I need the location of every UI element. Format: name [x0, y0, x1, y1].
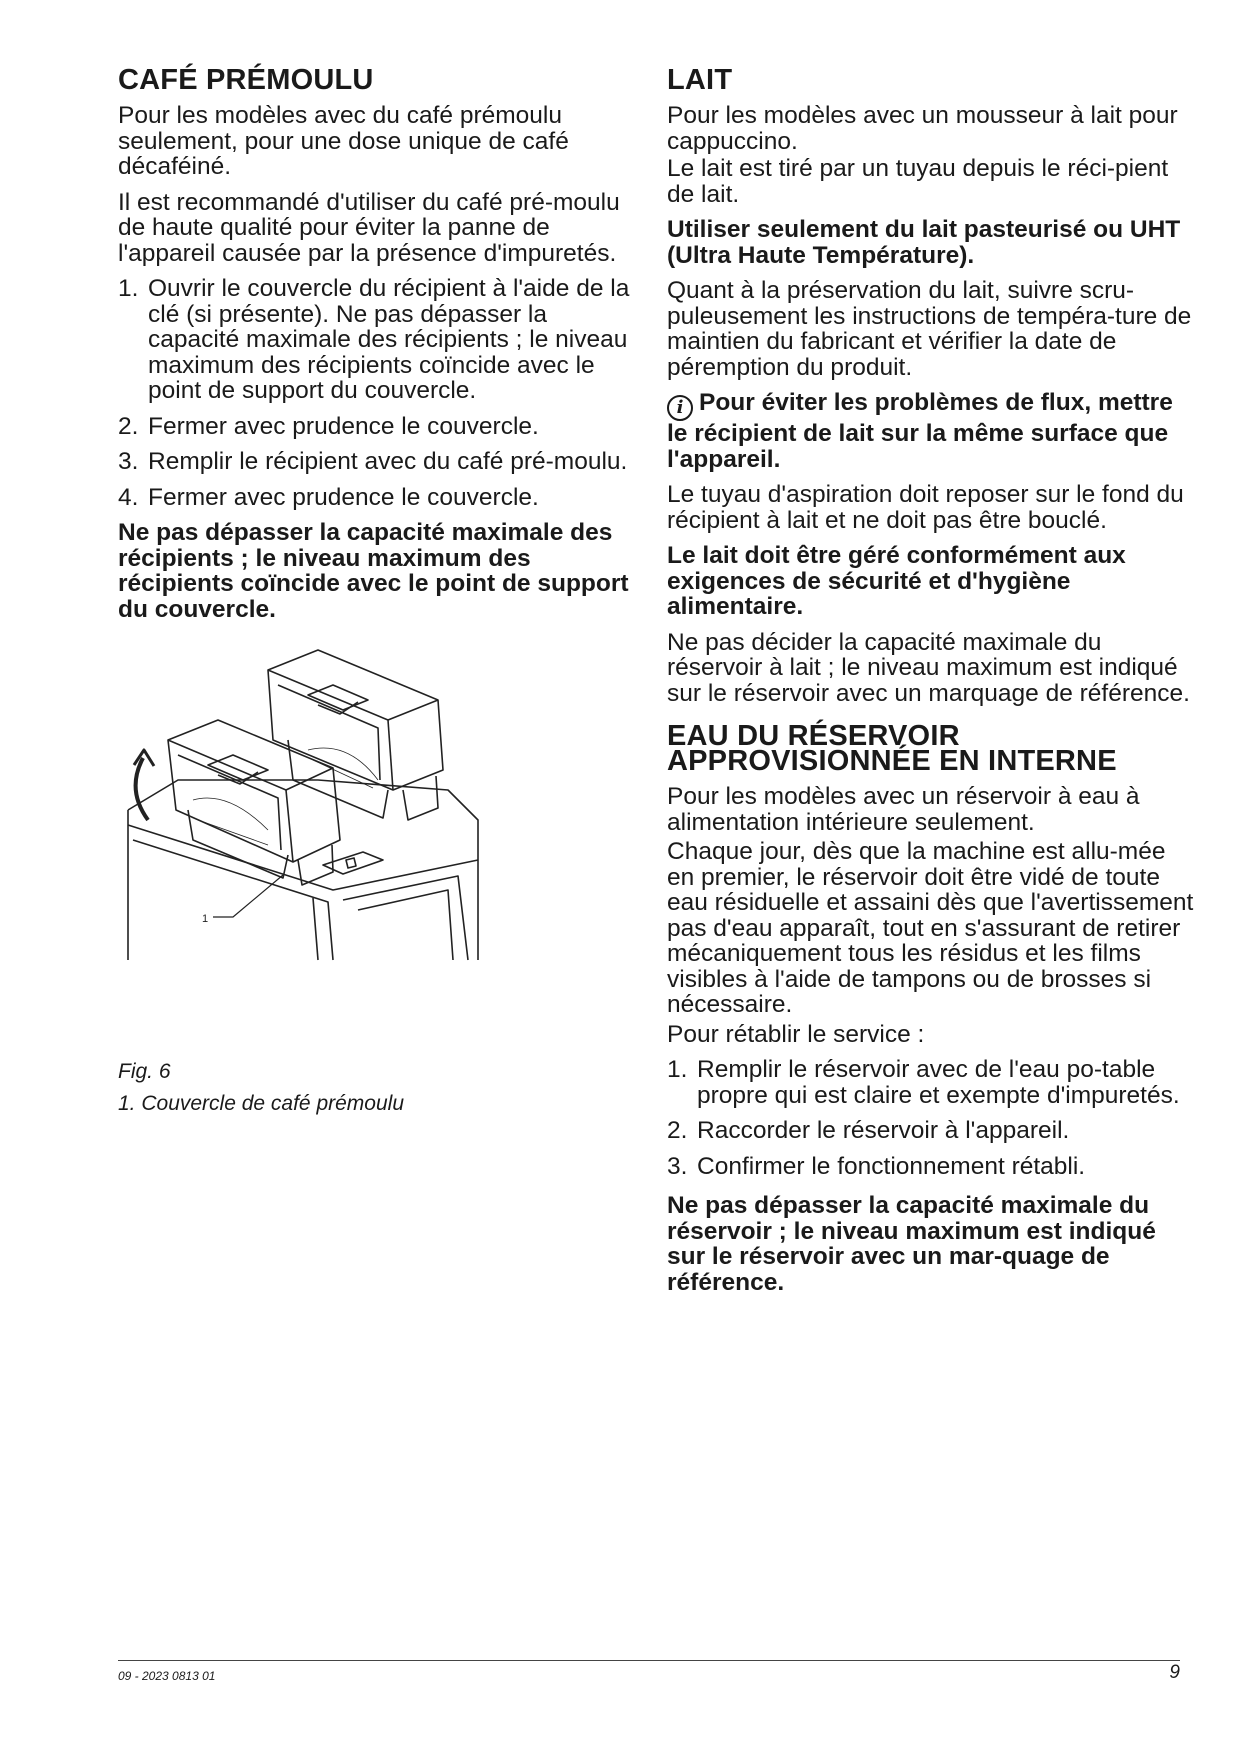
lait-note-text: Pour éviter les problèmes de flux, mettre le récipient de lait sur la même surface que l'appareil. — [667, 389, 1173, 473]
figure-caption: 1. Couvercle de café prémoulu — [118, 1092, 404, 1115]
figure-label: Fig. 6 — [118, 1060, 171, 1083]
footer-divider — [118, 1660, 1180, 1661]
eau-paragraph-3: Pour rétablir le service : — [667, 1020, 925, 1048]
list-text: Remplir le réservoir avec de l'eau po-table propre qui est claire et exempte d'impuretés. — [697, 1056, 1180, 1109]
list-item — [667, 1057, 1197, 1108]
list-item — [118, 414, 638, 440]
list-text: Ouvrir le couvercle du récipient à l'aide de la clé (si présente). Ne pas dépasser la capacité maximale des récipients ; le niveau maximum des récipients coïncide avec le point de support du couvercle. — [148, 275, 630, 404]
eau-paragraph-2: Chaque jour, dès que la machine est allu-mée en premier, le réservoir doit être vidé de toute eau résiduelle et assaini dès que l'avertissement pas d'eau apparaît, tout en s'assurant de retirer mécaniquement tous les résidus et les films visibles à l'aide de tampons ou de brosses si nécessaire. — [667, 838, 1194, 1018]
info-icon: i — [667, 395, 693, 421]
list-item — [667, 1154, 1197, 1180]
list-number: 2. — [667, 1117, 688, 1144]
left-column — [118, 64, 638, 1124]
figure-coffee-hoppers — [118, 640, 488, 1060]
page-number: 9 — [1169, 1662, 1180, 1683]
section-title-eau-line1: EAU DU RÉSERVOIR — [667, 720, 960, 752]
list-number: 3. — [118, 448, 139, 475]
list-number: 1. — [667, 1056, 688, 1083]
section-title-lait: LAIT — [667, 64, 733, 96]
list-item — [667, 1118, 1197, 1144]
list-number: 2. — [118, 412, 139, 440]
list-item — [118, 276, 638, 404]
list-text: Confirmer le fonctionnement rétabli. — [697, 1152, 1086, 1180]
lait-paragraph-2: Le lait est tiré par un tuyau depuis le réci-pient de lait. — [667, 155, 1169, 208]
section-title-cafe-premoulu: CAFÉ PRÉMOULU — [118, 64, 374, 96]
lait-paragraph-1: Pour les modèles avec un mousseur à lait pour cappuccino. — [667, 102, 1178, 155]
list-text: Fermer avec prudence le couvercle. — [148, 412, 539, 440]
list-item — [118, 485, 638, 511]
list-item — [118, 449, 638, 475]
footer-document-code: 09 - 2023 0813 01 — [118, 1669, 216, 1683]
warning-eau: Ne pas dépasser la capacité maximale du réservoir ; le niveau maximum est indiqué sur le réservoir avec un mar-quage de référence. — [667, 1192, 1156, 1296]
intro-paragraph-1: Pour les modèles avec du café prémoulu seulement, pour une dose unique de café décaféiné. — [118, 102, 569, 180]
list-number: 4. — [118, 483, 139, 511]
section-title-eau — [667, 720, 1197, 777]
eau-paragraph-1: Pour les modèles avec un réservoir à eau à alimentation intérieure seulement. — [667, 783, 1140, 836]
figure-callout-number: 1 — [202, 913, 209, 925]
list-number: 3. — [667, 1152, 688, 1180]
intro-paragraph-2: Il est recommandé d'utiliser du café pré-moulu de haute qualité pour éviter la panne de l'appareil causée par la présence d'impuretés. — [118, 188, 620, 267]
steps-list-cafe — [118, 276, 638, 510]
steps-list-eau — [667, 1057, 1197, 1179]
lait-bold-2: Le lait doit être géré conformément aux exigences de sécurité et d'hygiène alimentaire. — [667, 542, 1126, 620]
lait-paragraph-4: Le tuyau d'aspiration doit reposer sur le fond du récipient à lait et ne doit pas être bouclé. — [667, 481, 1184, 534]
list-number: 1. — [118, 275, 139, 302]
list-text: Raccorder le réservoir à l'appareil. — [697, 1117, 1070, 1144]
lait-paragraph-5: Ne pas décider la capacité maximale du réservoir à lait ; le niveau maximum est indiqué sur le réservoir avec un marquage de référence. — [667, 628, 1190, 707]
list-text: Remplir le récipient avec du café pré-moulu. — [148, 448, 628, 475]
lait-paragraph-3: Quant à la préservation du lait, suivre scru-puleusement les instructions de tempéra-ture de maintien du fabricant et vérifier la date de péremption du produit. — [667, 277, 1192, 381]
right-column — [667, 64, 1197, 1305]
lait-note — [667, 390, 1197, 472]
section-title-eau-line2: APPROVISIONNÉE EN INTERNE — [667, 745, 1117, 777]
lait-bold-1: Utiliser seulement du lait pasteurisé ou UHT (Ultra Haute Température). — [667, 216, 1181, 269]
warning-cafe: Ne pas dépasser la capacité maximale des récipients ; le niveau maximum des récipients coïncide avec le point de support du couvercle. — [118, 519, 629, 623]
list-text: Fermer avec prudence le couvercle. — [148, 483, 539, 511]
hopper-illustration — [118, 640, 488, 1060]
